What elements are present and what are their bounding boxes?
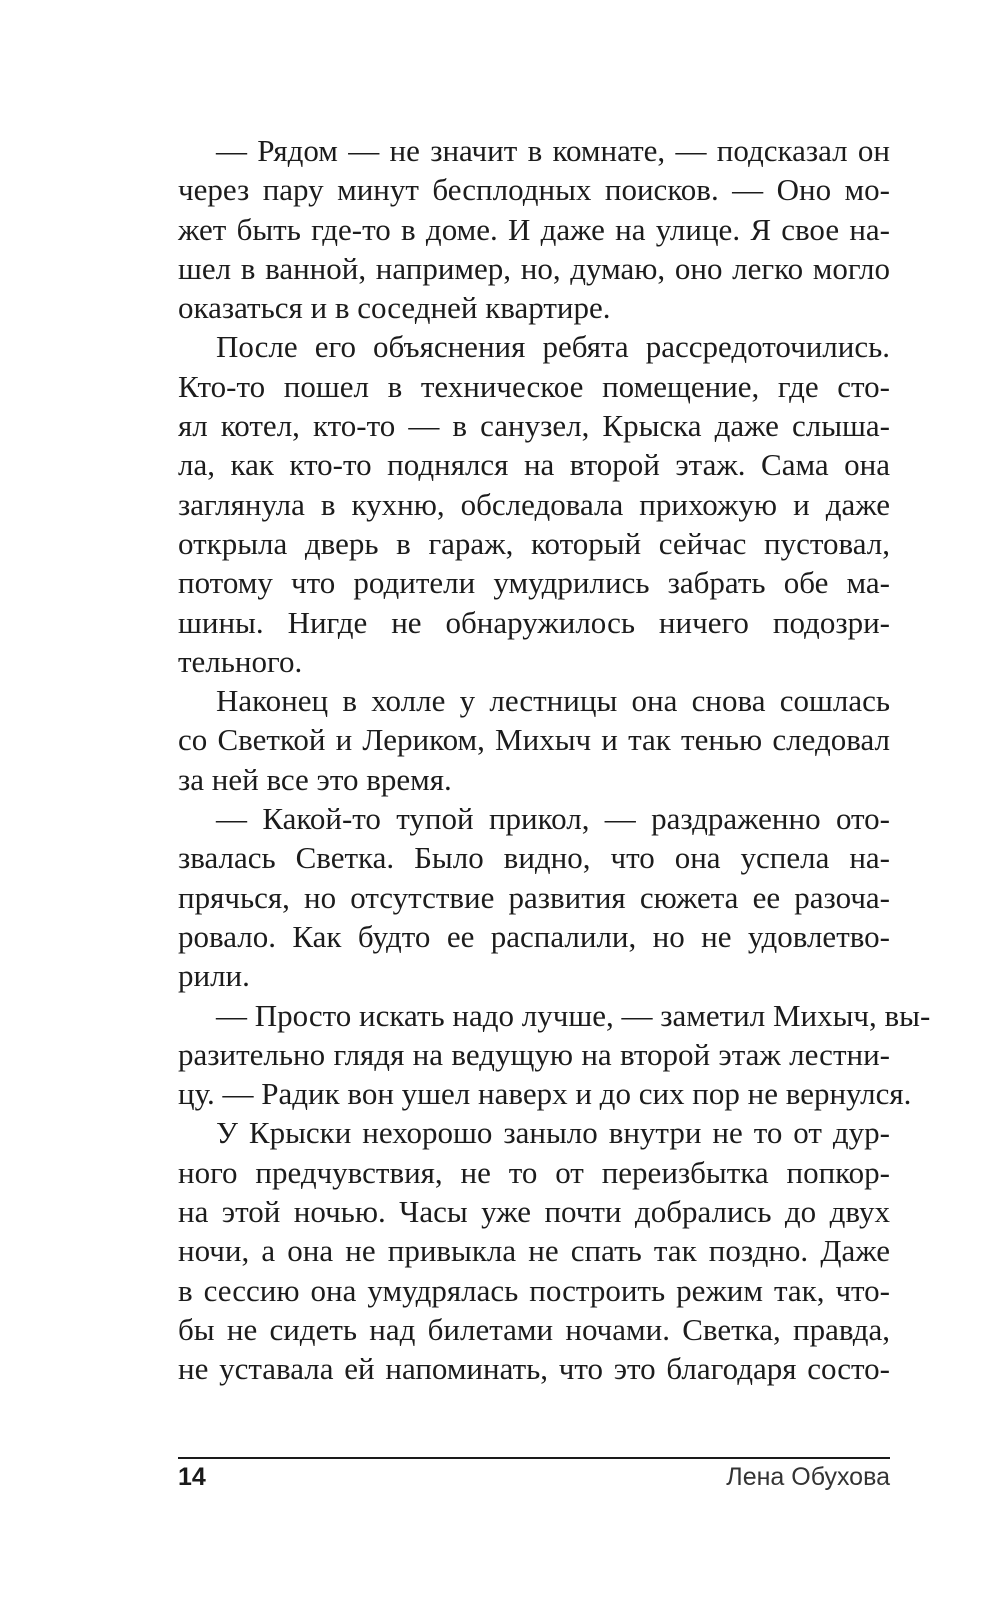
text-line: в сессию она умудрялась построить режим так, что- xyxy=(178,1272,890,1308)
text-line: ла, как кто-то поднялся на второй этаж. Сама она xyxy=(178,447,890,483)
text-line: ровало. Как будто ее распалили, но не удовлетво- xyxy=(178,918,890,954)
text-line: ночи, а она не привыкла не спать так поздно. Даже xyxy=(178,1233,890,1269)
paragraph xyxy=(178,327,890,681)
paragraph xyxy=(178,1113,890,1388)
text-line: потому что родители умудрились забрать обе ма- xyxy=(178,565,890,601)
paragraph xyxy=(178,799,890,995)
paragraph xyxy=(178,996,931,1114)
text-line: рили. xyxy=(178,958,250,994)
text-line: не уставала ей напоминать, что это благодаря состо- xyxy=(178,1351,890,1387)
text-line: прячься, но отсутствие развития сюжета ее разоча- xyxy=(178,879,890,915)
text-line: со Светкой и Лериком, Михыч и так тенью следовал xyxy=(178,722,890,758)
text-line: шел в ванной, например, но, думаю, оно легко могло xyxy=(178,250,890,286)
text-line: заглянула в кухню, обследовала прихожую и даже xyxy=(178,486,890,522)
paragraph xyxy=(178,131,890,327)
text-line: — Рядом — не значит в комнате, — подсказал он xyxy=(216,133,890,168)
text-line: звалась Светка. Было видно, что она успела на- xyxy=(178,840,890,876)
text-line: разительно глядя на ведущую на второй этаж лестни- xyxy=(178,1036,890,1072)
text-line: оказаться и в соседней квартире. xyxy=(178,290,611,326)
text-line: — Какой-то тупой прикол, — раздраженно ото- xyxy=(216,801,890,837)
text-line: через пару минут бесплодных поисков. — Оно мо- xyxy=(178,172,890,208)
body-text xyxy=(178,131,931,1389)
text-line: Наконец в холле у лестницы она снова сошлась xyxy=(216,683,890,719)
text-line: ного предчувствия, не то от переизбытка попкор- xyxy=(178,1154,890,1190)
text-line: шины. Нигде не обнаружилось ничего подозри- xyxy=(178,604,890,640)
page-number: 14 xyxy=(178,1463,206,1491)
text-line: тельного. xyxy=(178,643,303,679)
running-head-author: Лена Обухова xyxy=(726,1463,890,1491)
text-line: После его объяснения ребята рассредоточились. xyxy=(216,329,890,365)
paragraph xyxy=(178,681,890,799)
text-line: ял котел, кто-то — в санузел, Крыска даже слыша- xyxy=(178,408,890,444)
text-line: жет быть где-то в доме. И даже на улице. Я свое на- xyxy=(178,211,890,247)
text-line: за ней все это время. xyxy=(178,761,452,797)
text-line: — Просто искать надо лучше, — заметил Михыч, вы- xyxy=(216,997,931,1033)
text-line: бы не сидеть над билетами ночами. Светка, правда, xyxy=(178,1311,890,1347)
text-line: Кто-то пошел в техническое помещение, где сто- xyxy=(178,368,890,404)
text-line: У Крыски нехорошо заныло внутри не то от дур- xyxy=(216,1115,890,1151)
footer-rule xyxy=(178,1457,890,1459)
text-line: цу. — Радик вон ушел наверх и до сих пор не вернулся. xyxy=(178,1076,912,1112)
text-line: на этой ночью. Часы уже почти добрались до двух xyxy=(178,1194,890,1230)
text-line: открыла дверь в гараж, который сейчас пустовал, xyxy=(178,525,890,561)
